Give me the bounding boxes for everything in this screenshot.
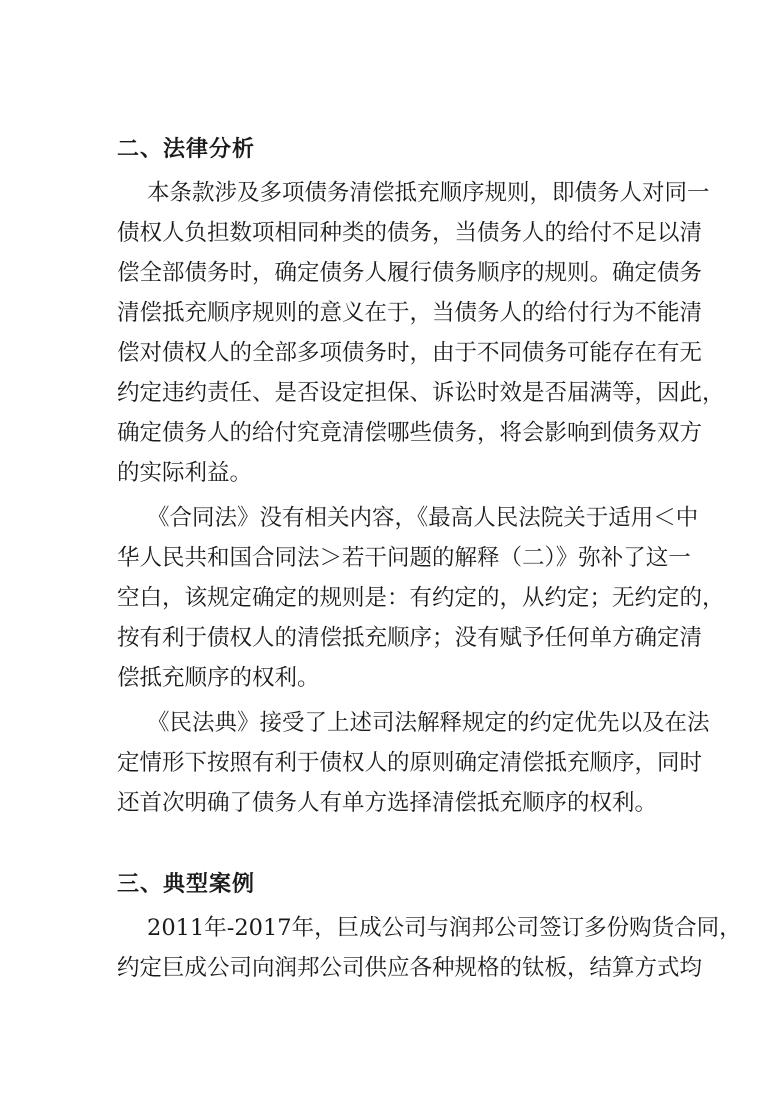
paragraph-line: 本条款涉及多项债务清偿抵充顺序规则，即债务人对同一 xyxy=(147,180,710,206)
paragraph-line: 确定债务人的给付究竟清偿哪些债务，将会影响到债务双方 xyxy=(117,420,703,446)
paragraph-line: 《民法典》接受了上述司法解释规定的约定优先以及在法 xyxy=(147,710,710,736)
paragraph-line: 还首次明确了债务人有单方选择清偿抵充顺序的权利。 xyxy=(117,790,658,816)
paragraph-line: 《合同法》没有相关内容，《最高人民法院关于适用＜中 xyxy=(147,505,699,531)
paragraph-line: 约定违约责任、是否设定担保、诉讼时效是否届满等，因此， xyxy=(117,380,725,406)
section-heading-legal-analysis: 二、法律分析 xyxy=(117,137,256,162)
paragraph-line: 空白，该规定确定的规则是：有约定的，从约定；无约定的， xyxy=(117,585,725,611)
paragraph-line: 2011年-2017年，巨成公司与润邦公司签订多份购货合同， xyxy=(147,915,742,941)
section-heading-typical-cases: 三、典型案例 xyxy=(117,872,256,897)
paragraph-line: 定情形下按照有利于债权人的原则确定清偿抵充顺序，同时 xyxy=(117,750,703,776)
paragraph-line: 华人民共和国合同法＞若干问题的解释（二）》弥补了这一 xyxy=(117,545,691,571)
paragraph-line: 约定巨成公司向润邦公司供应各种规格的钛板，结算方式均 xyxy=(117,955,703,981)
paragraph-line: 债权人负担数项相同种类的债务，当债务人的给付不足以清 xyxy=(117,220,703,246)
paragraph-line: 偿抵充顺序的权利。 xyxy=(117,665,320,691)
paragraph-line: 清偿抵充顺序规则的意义在于，当债务人的给付行为不能清 xyxy=(117,300,703,326)
paragraph-line: 偿全部债务时，确定债务人履行债务顺序的规则。确定债务 xyxy=(117,260,703,286)
paragraph-line: 按有利于债权人的清偿抵充顺序；没有赋予任何单方确定清 xyxy=(117,625,703,651)
paragraph-line: 的实际利益。 xyxy=(117,460,253,486)
paragraph-line: 偿对债权人的全部多项债务时，由于不同债务可能存在有无 xyxy=(117,340,703,366)
